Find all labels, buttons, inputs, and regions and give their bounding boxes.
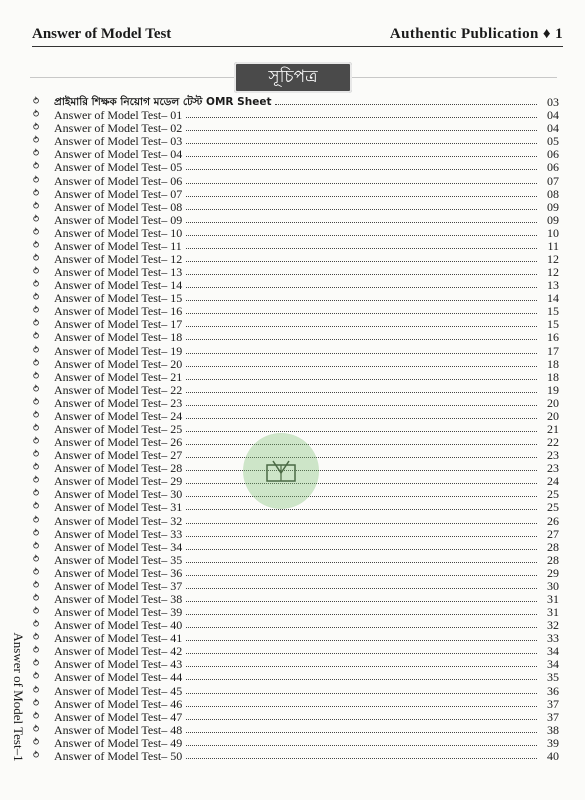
dot-leader (186, 423, 537, 432)
toc-entry-page: 12 (547, 265, 559, 280)
toc-entry[interactable] (33, 331, 559, 344)
circle-arrow-icon: ⥁ (33, 280, 40, 291)
circle-arrow-icon: ⥁ (33, 188, 40, 199)
toc-entry-title: Answer of Model Test– 03 (54, 134, 183, 149)
toc-entry-title: Answer of Model Test– 41 (54, 631, 183, 646)
toc-entry-page: 09 (547, 199, 559, 214)
toc-entry-page: 27 (547, 526, 559, 541)
toc-entry[interactable] (33, 698, 559, 711)
dot-leader (186, 410, 537, 419)
toc-entry-title: Answer of Model Test– 28 (54, 461, 183, 476)
toc-entry-page: 03 (547, 95, 559, 110)
circle-arrow-icon: ⥁ (33, 685, 40, 696)
toc-entry-page: 25 (547, 487, 559, 502)
dot-leader (186, 201, 537, 210)
toc-entry[interactable] (33, 358, 559, 371)
dot-leader (186, 109, 537, 118)
toc-entry-title: Answer of Model Test– 37 (54, 578, 183, 593)
dot-leader (186, 227, 537, 236)
dot-leader (186, 253, 537, 262)
dot-leader (275, 96, 537, 105)
toc-entry-page: 29 (547, 565, 559, 580)
toc-entry[interactable] (33, 515, 559, 528)
circle-arrow-icon: ⥁ (33, 240, 40, 251)
toc-entry-title: Answer of Model Test– 31 (54, 500, 183, 515)
toc-entry-title: Answer of Model Test– 23 (54, 395, 183, 410)
toc-entry[interactable] (33, 567, 559, 580)
dot-leader (186, 488, 537, 497)
toc-entry[interactable] (33, 266, 559, 279)
dot-leader (186, 436, 537, 445)
toc-entry-page: 37 (547, 709, 559, 724)
circle-arrow-icon: ⥁ (33, 149, 40, 160)
toc-entry[interactable] (33, 109, 559, 122)
circle-arrow-icon: ⥁ (33, 437, 40, 448)
circle-arrow-icon: ⥁ (33, 554, 40, 565)
dot-leader (186, 188, 537, 197)
circle-arrow-icon: ⥁ (33, 580, 40, 591)
dot-leader (186, 567, 537, 576)
toc-entry-title: Answer of Model Test– 42 (54, 644, 183, 659)
toc-entry[interactable] (33, 148, 559, 161)
toc-entry-title: Answer of Model Test– 18 (54, 330, 183, 345)
toc-entry-title: Answer of Model Test– 05 (54, 160, 183, 175)
toc-entry-page: 16 (547, 330, 559, 345)
dot-leader (186, 331, 537, 340)
running-title: Answer of Model Test (32, 26, 172, 42)
toc-entry[interactable] (33, 371, 559, 384)
toc-entry-page: 30 (547, 578, 559, 593)
toc-entry-title: Answer of Model Test– 20 (54, 356, 183, 371)
dot-leader (186, 240, 537, 249)
circle-arrow-icon: ⥁ (33, 515, 40, 526)
toc-entry[interactable] (33, 122, 559, 135)
toc-entry-page: 17 (547, 343, 559, 358)
toc-entry[interactable] (33, 318, 559, 331)
toc-entry[interactable] (33, 227, 559, 240)
circle-arrow-icon: ⥁ (33, 162, 40, 173)
toc-entry[interactable] (33, 685, 559, 698)
book-logo-icon (261, 451, 301, 491)
circle-arrow-icon: ⥁ (33, 646, 40, 657)
toc-entry-title: Answer of Model Test– 15 (54, 291, 183, 306)
circle-arrow-icon: ⥁ (33, 450, 40, 461)
circle-arrow-icon: ⥁ (33, 358, 40, 369)
toc-entry-title: Answer of Model Test– 39 (54, 605, 183, 620)
toc-entry-page: 28 (547, 539, 559, 554)
contents-banner (0, 62, 585, 94)
dot-leader (186, 384, 537, 393)
toc-entry-title: Answer of Model Test– 07 (54, 186, 183, 201)
toc-entry-title: Answer of Model Test– 34 (54, 539, 183, 554)
toc-entry-page: 38 (547, 722, 559, 737)
circle-arrow-icon: ⥁ (33, 607, 40, 618)
toc-entry-title: Answer of Model Test– 40 (54, 618, 183, 633)
toc-entry[interactable] (33, 135, 559, 148)
dot-leader (186, 397, 537, 406)
dot-leader (186, 462, 537, 471)
toc-entry[interactable] (33, 397, 559, 410)
toc-entry-page: 36 (547, 683, 559, 698)
toc-entry-page: 04 (547, 121, 559, 136)
circle-arrow-icon: ⥁ (33, 502, 40, 513)
dot-leader (186, 711, 537, 720)
toc-entry[interactable] (33, 305, 559, 318)
side-label: Answer of Model Test–1 (11, 632, 26, 762)
toc-entry-title: Answer of Model Test– 01 (54, 108, 183, 123)
dot-leader (186, 501, 537, 510)
toc-entry[interactable] (33, 580, 559, 593)
toc-entry-page: 31 (547, 605, 559, 620)
dot-leader (186, 279, 537, 288)
toc-entry-page: 24 (547, 474, 559, 489)
dot-leader (186, 541, 537, 550)
toc-entry[interactable] (33, 541, 559, 554)
page-header (32, 24, 563, 47)
toc-entry-title: Answer of Model Test– 48 (54, 722, 183, 737)
toc-entry[interactable] (33, 161, 559, 174)
circle-arrow-icon: ⥁ (33, 253, 40, 264)
toc-entry-page: 20 (547, 408, 559, 423)
toc-entry[interactable] (33, 384, 559, 397)
toc-entry-page: 37 (547, 696, 559, 711)
dot-leader (186, 305, 537, 314)
circle-arrow-icon: ⥁ (33, 410, 40, 421)
toc-entry-page: 19 (547, 382, 559, 397)
dot-leader (186, 266, 537, 275)
toc-entry-title: Answer of Model Test– 06 (54, 173, 183, 188)
circle-arrow-icon: ⥁ (33, 345, 40, 356)
toc-entry-page: 22 (547, 435, 559, 450)
table-of-contents (33, 96, 559, 763)
toc-entry-page: 32 (547, 618, 559, 633)
circle-arrow-icon: ⥁ (33, 463, 40, 474)
toc-entry-page: 07 (547, 173, 559, 188)
toc-entry-title: Answer of Model Test– 22 (54, 382, 183, 397)
circle-arrow-icon: ⥁ (33, 672, 40, 683)
toc-entry-page: 13 (547, 278, 559, 293)
toc-entry-page: 18 (547, 356, 559, 371)
toc-entry[interactable] (33, 737, 559, 750)
toc-entry[interactable] (33, 619, 559, 632)
toc-entry[interactable] (33, 188, 559, 201)
toc-entry[interactable] (33, 711, 559, 724)
toc-entry-page: 35 (547, 670, 559, 685)
toc-entry-page: 06 (547, 160, 559, 175)
dot-leader (186, 175, 537, 184)
toc-entry-page: 06 (547, 147, 559, 162)
dot-leader (186, 685, 537, 694)
toc-entry-title: Answer of Model Test– 16 (54, 304, 183, 319)
toc-entry-title: Answer of Model Test– 10 (54, 225, 183, 240)
toc-entry-title: Answer of Model Test– 04 (54, 147, 183, 162)
dot-leader (186, 214, 537, 223)
dot-leader (186, 161, 537, 170)
toc-entry-title: Answer of Model Test– 08 (54, 199, 183, 214)
toc-entry-title: Answer of Model Test– 12 (54, 251, 183, 266)
toc-entry-page: 09 (547, 212, 559, 227)
circle-arrow-icon: ⥁ (33, 541, 40, 552)
toc-entry-page: 14 (547, 291, 559, 306)
circle-arrow-icon: ⥁ (33, 267, 40, 278)
toc-entry[interactable] (33, 279, 559, 292)
toc-entry-page: 15 (547, 304, 559, 319)
circle-arrow-icon: ⥁ (33, 423, 40, 434)
toc-entry-title: Answer of Model Test– 25 (54, 421, 183, 436)
toc-entry-title: Answer of Model Test– 35 (54, 552, 183, 567)
toc-entry-page: 39 (547, 735, 559, 750)
toc-entry[interactable] (33, 96, 559, 109)
dot-leader (186, 148, 537, 157)
toc-entry-page: 40 (547, 748, 559, 763)
dot-leader (186, 750, 537, 759)
dot-leader (186, 724, 537, 733)
toc-entry[interactable] (33, 344, 559, 357)
dot-leader (186, 292, 537, 301)
toc-entry-title: Answer of Model Test– 38 (54, 592, 183, 606)
circle-arrow-icon: ⥁ (33, 737, 40, 748)
circle-arrow-icon: ⥁ (33, 489, 40, 500)
toc-entry[interactable] (33, 724, 559, 737)
dot-leader (186, 475, 537, 484)
circle-arrow-icon: ⥁ (33, 332, 40, 343)
circle-arrow-icon: ⥁ (33, 698, 40, 709)
toc-entry-title: Answer of Model Test– 09 (54, 212, 183, 227)
dot-leader (186, 606, 537, 615)
dot-leader (186, 449, 537, 458)
toc-entry-page: 33 (547, 631, 559, 646)
dot-leader (186, 135, 537, 144)
toc-entry-page: 31 (547, 592, 559, 606)
toc-entry-title: Answer of Model Test– 11 (54, 238, 182, 253)
toc-entry-title: Answer of Model Test– 21 (54, 369, 183, 384)
circle-arrow-icon: ⥁ (33, 123, 40, 134)
toc-entry[interactable] (33, 214, 559, 227)
circle-arrow-icon: ⥁ (33, 227, 40, 238)
dot-leader (186, 632, 537, 641)
circle-arrow-icon: ⥁ (33, 476, 40, 487)
dot-leader (186, 645, 537, 654)
toc-entry-title: প্রাইমারি শিক্ষক নিয়োগ মডেল টেস্ট OMR Sheet (54, 96, 272, 109)
circle-arrow-icon: ⥁ (33, 136, 40, 147)
circle-arrow-icon: ⥁ (33, 750, 40, 761)
toc-entry-title: Answer of Model Test– 36 (54, 565, 183, 580)
contents-title: সূচিপত্র (234, 62, 352, 93)
circle-arrow-icon: ⥁ (33, 711, 40, 722)
circle-arrow-icon: ⥁ (33, 633, 40, 644)
dot-leader (186, 358, 537, 367)
toc-entry-page: 34 (547, 657, 559, 672)
toc-entry-title: Answer of Model Test– 13 (54, 265, 183, 280)
toc-entry-page: 26 (547, 513, 559, 528)
dot-leader (186, 580, 537, 589)
circle-arrow-icon: ⥁ (33, 371, 40, 382)
circle-arrow-icon: ⥁ (33, 201, 40, 212)
dot-leader (186, 345, 537, 354)
watermark-logo (243, 433, 319, 509)
toc-entry[interactable] (33, 606, 559, 619)
circle-arrow-icon: ⥁ (33, 567, 40, 578)
toc-entry-title: Answer of Model Test– 17 (54, 317, 183, 332)
toc-entry-title: Answer of Model Test– 43 (54, 657, 183, 672)
toc-entry-page: 23 (547, 461, 559, 476)
toc-entry[interactable] (33, 253, 559, 266)
dot-leader (186, 737, 537, 746)
dot-leader (186, 318, 537, 327)
circle-arrow-icon: ⥁ (33, 594, 40, 604)
toc-entry[interactable] (33, 593, 559, 606)
toc-entry-page: 05 (547, 134, 559, 149)
toc-entry-title: Answer of Model Test– 14 (54, 278, 183, 293)
toc-entry-page: 11 (547, 238, 559, 253)
toc-entry[interactable] (33, 423, 559, 436)
circle-arrow-icon: ⥁ (33, 214, 40, 225)
toc-entry-page: 34 (547, 644, 559, 659)
dot-leader (186, 698, 537, 707)
dot-leader (186, 528, 537, 537)
dot-leader (186, 122, 537, 131)
toc-entry-title: Answer of Model Test– 47 (54, 709, 183, 724)
toc-entry-title: Answer of Model Test– 49 (54, 735, 183, 750)
toc-entry-page: 21 (547, 421, 559, 436)
circle-arrow-icon: ⥁ (33, 97, 40, 108)
toc-entry-page: 25 (547, 500, 559, 515)
toc-entry-title: Answer of Model Test– 46 (54, 696, 183, 711)
circle-arrow-icon: ⥁ (33, 397, 40, 408)
toc-entry[interactable] (33, 645, 559, 658)
toc-entry-page: 20 (547, 395, 559, 410)
circle-arrow-icon: ⥁ (33, 319, 40, 330)
toc-entry[interactable] (33, 240, 559, 253)
toc-entry[interactable] (33, 632, 559, 645)
toc-entry[interactable] (33, 671, 559, 684)
toc-entry-page: 18 (547, 369, 559, 384)
toc-entry-title: Answer of Model Test– 29 (54, 474, 183, 489)
circle-arrow-icon: ⥁ (33, 384, 40, 395)
toc-entry-page: 23 (547, 448, 559, 463)
toc-entry-title: Answer of Model Test– 24 (54, 408, 183, 423)
circle-arrow-icon: ⥁ (33, 620, 40, 631)
circle-arrow-icon: ⥁ (33, 528, 40, 539)
toc-entry[interactable] (33, 292, 559, 305)
toc-entry[interactable] (33, 750, 559, 763)
dot-leader (186, 371, 537, 380)
toc-entry-page: 28 (547, 552, 559, 567)
dot-leader (186, 619, 537, 628)
toc-entry[interactable] (33, 554, 559, 567)
toc-entry[interactable] (33, 528, 559, 541)
circle-arrow-icon: ⥁ (33, 175, 40, 186)
circle-arrow-icon: ⥁ (33, 110, 40, 121)
circle-arrow-icon: ⥁ (33, 724, 40, 735)
toc-entry[interactable] (33, 174, 559, 187)
toc-entry-page: 04 (547, 108, 559, 123)
toc-entry-title: Answer of Model Test– 44 (54, 670, 183, 685)
toc-entry-title: Answer of Model Test– 26 (54, 435, 183, 450)
toc-entry-title: Answer of Model Test– 33 (54, 526, 183, 541)
toc-entry-page: 12 (547, 251, 559, 266)
toc-entry-title: Answer of Model Test– 19 (54, 343, 183, 358)
toc-entry-page: 08 (547, 186, 559, 201)
circle-arrow-icon: ⥁ (33, 306, 40, 317)
toc-entry-title: Answer of Model Test– 30 (54, 487, 183, 502)
dot-leader (186, 554, 537, 563)
toc-entry-title: Answer of Model Test– 50 (54, 748, 183, 763)
circle-arrow-icon: ⥁ (33, 293, 40, 304)
toc-entry[interactable] (33, 658, 559, 671)
circle-arrow-icon: ⥁ (33, 659, 40, 670)
toc-entry-title: Answer of Model Test– 27 (54, 448, 183, 463)
dot-leader (186, 658, 537, 667)
toc-entry-title: Answer of Model Test– 32 (54, 513, 183, 528)
toc-entry-page: 10 (547, 225, 559, 240)
dot-leader (186, 515, 537, 524)
toc-entry[interactable] (33, 201, 559, 214)
dot-leader (186, 671, 537, 680)
dot-leader (186, 593, 537, 602)
publisher-page-number: Authentic Publication ♦ 1 (389, 26, 563, 42)
toc-entry-title: Answer of Model Test– 45 (54, 683, 183, 698)
toc-entry[interactable] (33, 410, 559, 423)
toc-entry-title: Answer of Model Test– 02 (54, 121, 183, 136)
toc-entry-page: 15 (547, 317, 559, 332)
